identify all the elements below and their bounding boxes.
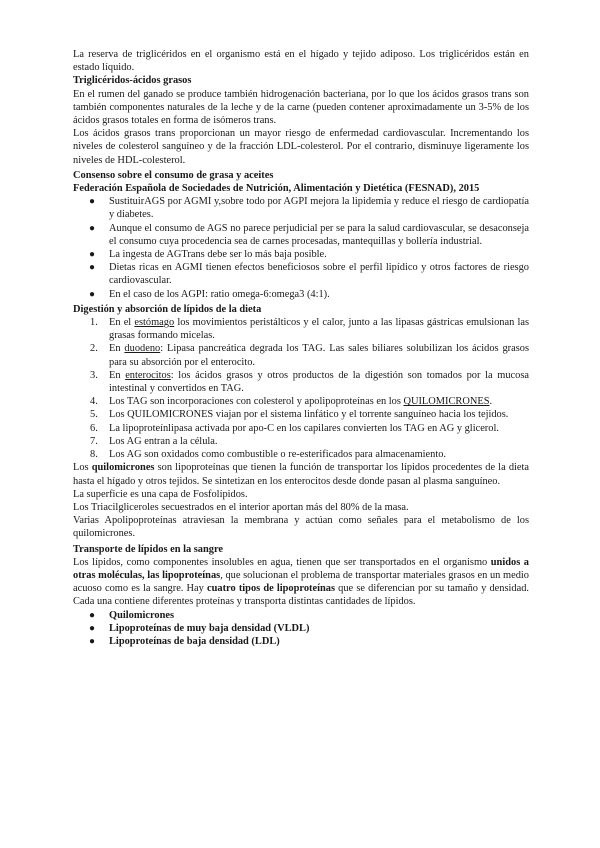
list-item: ● En el caso de los AGPI: ratio omega-6:omega3 (4:1).	[89, 288, 330, 300]
list-item: 2. En duodeno: Lipasa pancreática degrada los TAG. Las sales biliares solubilizan los ácidos grasos para su absorción por el enterocito.	[90, 343, 530, 368]
bullet-icon: ●	[89, 249, 96, 261]
list-item: 8. Los AG son oxidados como combustible o re-esterificados para almacenamiento.	[90, 449, 447, 461]
document-page	[73, 48, 529, 648]
paragraph-transporte: Los lípidos, como componentes insolubles en agua, tienen que ser transportados en el organismo unidos a otras moléculas, las lipoproteínas, que solucionan el problema de transportar materiales grasos en un medio acuoso como es la sangre. Hay cuatro tipos de lipoproteínas que se diferencian por su tamaño y densidad. Cada una contiene diferentes proteínas y transporta distintas cantidades de lípidos.	[73, 556, 529, 608]
list-item: 5. Los QUILOMICRONES viajan por el sistema linfático y el torrente sanguíneo hacia los tejidos.	[90, 409, 509, 421]
list-item: ● Quilomicrones	[89, 609, 175, 621]
list-item: ● Dietas ricas en AGMI tienen efectos beneficiosos sobre el perfil lipídico y otros factores de riesgo cardiovascular.	[89, 262, 529, 287]
term-duodeno: duodeno	[124, 343, 161, 355]
list-item: ● SustituirAGS por AGMI y,sobre todo por AGPI mejora la lipidemia y reduce el riesgo de cardiopatía y diabetes.	[89, 196, 529, 221]
heading-trigliceridos-acidos: Triglicéridos-ácidos grasos	[73, 75, 192, 87]
paragraph-trans: Los ácidos grasos trans proporcionan un mayor riesgo de enfermedad cardiovascular. Incrementando los niveles de colesterol sanguíneo y de la fracción LDL-colesterol. Por el contrario, disminuye ligeramente los niveles de HDL-colesterol.	[73, 128, 529, 166]
list-item: ● La ingesta de AGTrans debe ser lo más baja posible.	[89, 249, 327, 261]
list-item: ● Lipoproteínas de baja densidad (LDL)	[89, 635, 280, 647]
list-item: ● Lipoproteínas de muy baja densidad (VLDL)	[89, 622, 310, 634]
bullet-icon: ●	[89, 622, 96, 634]
paragraph-rumen: En el rumen del ganado se produce también hidrogenación bacteriana, por lo que los ácidos grasos trans son también componentes naturales de la leche y de la carne (pueden contener aproximadamente un 3-5% de los ácidos grasos totales en forma de isómeros trans.	[73, 88, 529, 127]
heading-consenso: Consenso sobre el consumo de grasa y aceites	[73, 169, 274, 181]
bullet-icon: ●	[89, 288, 96, 300]
lipoprotein-list	[73, 609, 529, 649]
term-quilomicrones: QUILOMICRONES	[403, 396, 490, 408]
heading-fesnad: Federación Española de Sociedades de Nutrición, Alimentación y Dietética (FESNAD), 2015	[73, 183, 480, 195]
list-item: 6. La lipoproteínlipasa activada por apo-C en los capilares convierten los TAG en AG y glicerol.	[90, 422, 499, 434]
list-item: ● Aunque el consumo de AGS no parece perjudicial per se para la salud cardiovascular, se desaconseja el consumo cuya procedencia sea de carnes procesadas, mantequillas y bollería industrial.	[89, 222, 529, 247]
heading-digestion: Digestión y absorción de lípidos de la dieta	[73, 303, 262, 315]
bullet-icon: ●	[89, 609, 96, 621]
bullet-icon: ●	[89, 222, 96, 234]
term-enterocitos: enterocitos	[125, 369, 171, 381]
bullet-icon: ●	[89, 635, 96, 647]
list-item: 1. En el estómago los movimientos peristálticos y el calor, junto a las lipasas gástricas emulsionan las grasas formando micelas.	[90, 317, 529, 342]
digestion-steps	[73, 316, 529, 461]
heading-transporte: Transporte de lípidos en la sangre	[73, 543, 224, 555]
paragraph-superficie: La superficie es una capa de Fosfolípidos.	[73, 488, 248, 500]
bullet-icon: ●	[89, 196, 96, 208]
paragraph-triacilgliceroles: Los Triacilgliceroles secuestrados en el interior aportan más del 80% de la masa.	[73, 501, 409, 513]
bullet-icon: ●	[89, 262, 96, 274]
list-item: 4. Los TAG son incorporaciones con colesterol y apolipoproteínas en los QUILOMICRONES.	[90, 396, 493, 408]
term-estomago: estómago	[134, 317, 175, 329]
paragraph-apolipoproteinas: Varias Apolipoproteínas atraviesan la membrana y actúan como señales para el metabolismo de los quilomicrones.	[73, 515, 529, 540]
list-item: 3. En enterocitos: los ácidos grasos y otros productos de la digestión son tomados por la mucosa intestinal y convertidos en TAG.	[90, 369, 529, 395]
paragraph-reserva: La reserva de triglicéridos en el organismo está en el hígado y tejido adiposo. Los triglicéridos están en estado líquido.	[73, 49, 529, 74]
fesnad-list	[73, 195, 529, 301]
paragraph-quilomicrones: Los quilomicrones son lipoproteínas que tienen la función de transportar los lípidos procedentes de la dieta hasta el hígado y otros tejidos. Se sintetizan en los enterocitos desde donde pasan al plasma sanguíneo.	[73, 462, 530, 487]
list-item: 7. Los AG entran a la célula.	[90, 435, 218, 447]
